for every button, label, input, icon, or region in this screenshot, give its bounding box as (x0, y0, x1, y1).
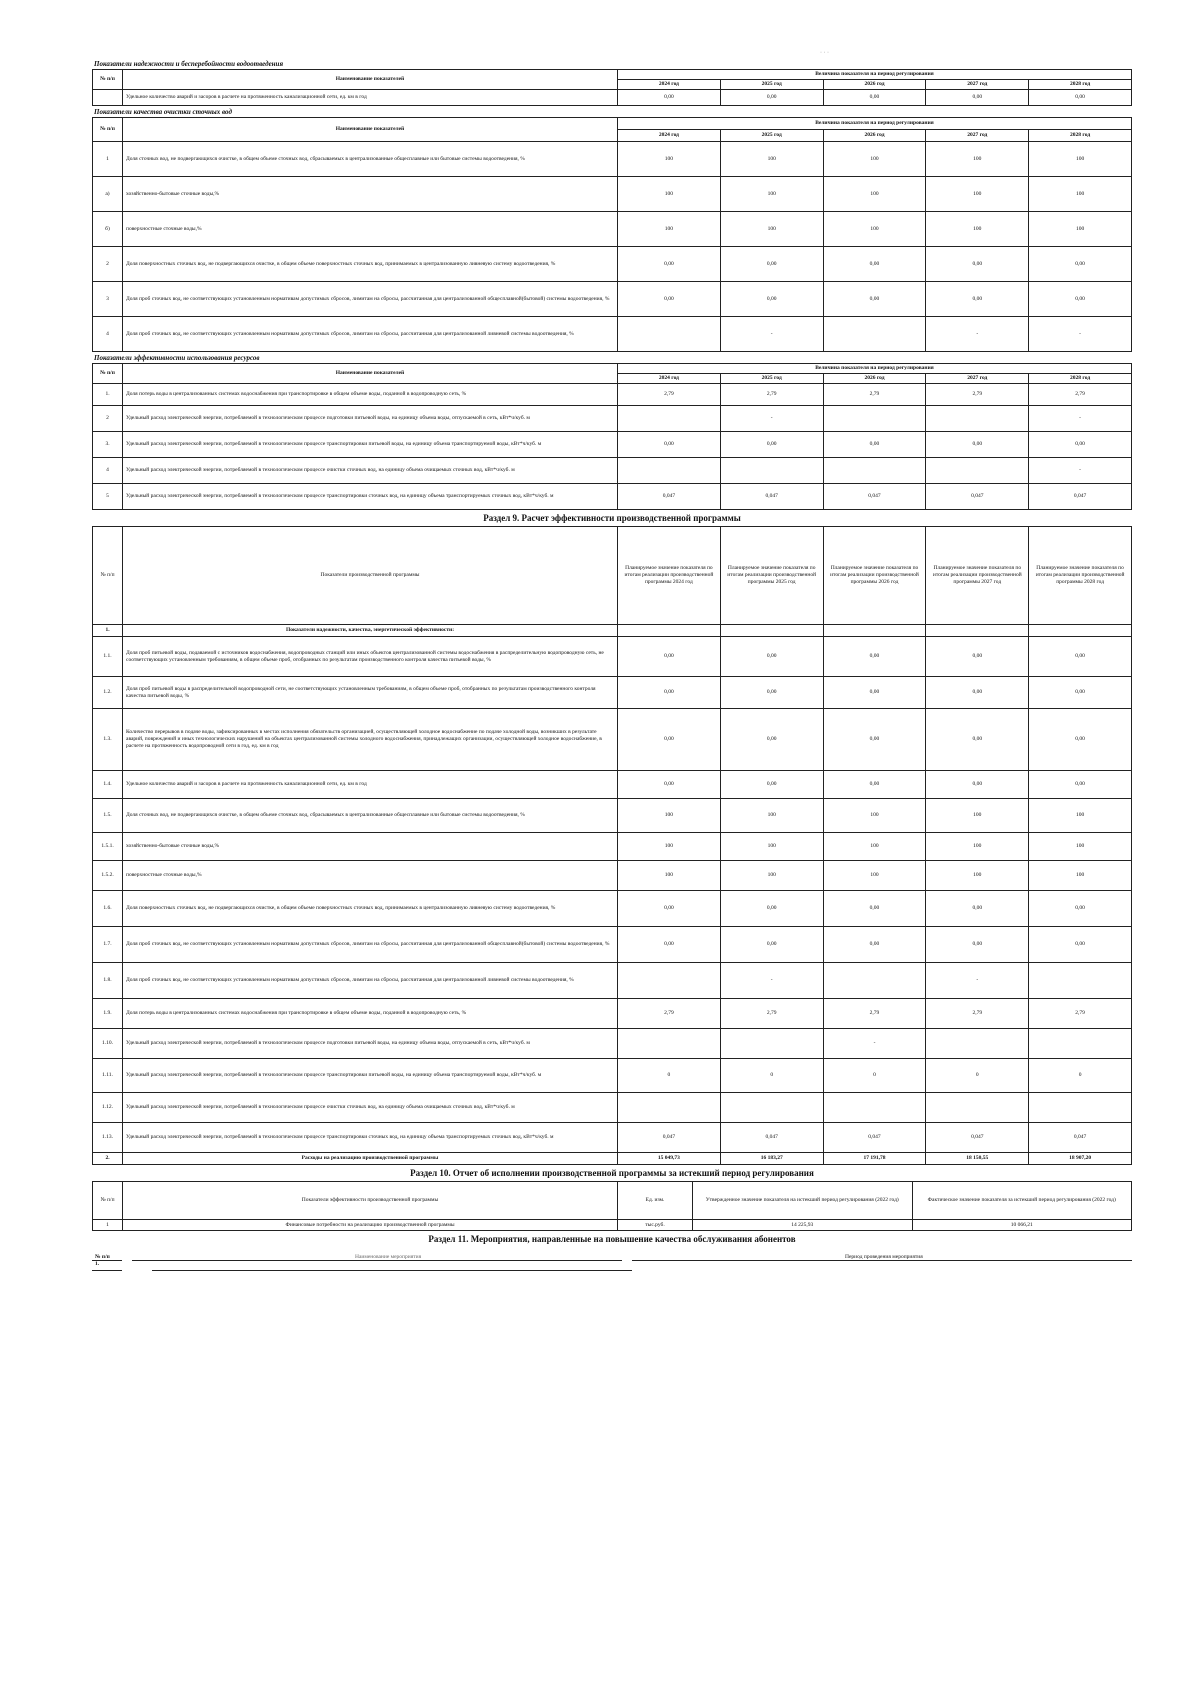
row-value: 0 (1029, 1059, 1132, 1093)
row-name: Удельный расход электрической энергии, потребляемой в технологическом процессе подготовки питьевой воды, на единицу объема воды, отпускаемой в сеть, кВт*ч/куб. м (123, 406, 618, 432)
row-value: 0,00 (618, 432, 721, 458)
row-value: 0 (926, 1059, 1029, 1093)
row-num: 1.12. (93, 1093, 123, 1123)
row-name: Доля сточных вод, не подвергающихся очистке, в общем объеме сточных вод, сбрасываемых в централизованные общесплавные или бытовые системы водоотведения, % (123, 142, 618, 177)
row-value: 0,00 (720, 927, 823, 963)
row-value (1029, 963, 1132, 999)
row-value: - (1029, 317, 1132, 352)
row-num: 4 (93, 317, 123, 352)
document-page (92, 58, 1132, 1271)
row-value: 100 (618, 861, 721, 891)
row-value: 0,00 (926, 709, 1029, 771)
table-quality (92, 117, 1132, 352)
row-value: 0,00 (823, 891, 926, 927)
row-value: 100 (926, 833, 1029, 861)
row-value (1029, 1029, 1132, 1059)
row-value: 0,047 (823, 1123, 926, 1153)
col-year: 2027 год (926, 80, 1029, 90)
row-value: 0,00 (720, 709, 823, 771)
row-value: 0,00 (926, 891, 1029, 927)
row-value: 2,79 (926, 999, 1029, 1029)
col-year: 2025 год (720, 130, 823, 142)
row-value (823, 1093, 926, 1123)
row-value: 0 (618, 1059, 721, 1093)
row-value: 0,00 (1029, 282, 1132, 317)
row-name: Удельный расход электрической энергии, потребляемой в технологическом процессе очистки сточных вод, на единицу объема очищаемых сточных вод, кВт*ч/куб. м (123, 458, 618, 484)
table-row (93, 317, 1132, 352)
row-num: б) (93, 212, 123, 247)
table-row (93, 771, 1132, 799)
row-name: хозяйственно-бытовые сточные воды,% (123, 177, 618, 212)
table-row (93, 677, 1132, 709)
row-value: 100 (618, 799, 721, 833)
row-value: 100 (823, 177, 926, 212)
row-value (926, 1093, 1029, 1123)
row-value: 100 (720, 212, 823, 247)
section-10-heading: Раздел 10. Отчет об исполнении производственной программы за истекший период регулирования (410, 1168, 814, 1178)
row-value: 100 (1029, 799, 1132, 833)
col-num: № п/п (93, 1182, 123, 1220)
row-measure-name (152, 1261, 632, 1271)
row-value: 100 (618, 212, 721, 247)
row-value: 100 (823, 212, 926, 247)
col-group: Величина показателя на период регулирования (618, 364, 1132, 374)
row-value: 0,00 (618, 927, 721, 963)
row-actual: 10 066,21 (912, 1220, 1132, 1231)
row-value: 100 (926, 799, 1029, 833)
row-value: 100 (1029, 177, 1132, 212)
row-value: 0,00 (1029, 677, 1132, 709)
row-num: 2 (93, 247, 123, 282)
row-num: 1. (93, 384, 123, 406)
row-num: 1.7. (93, 927, 123, 963)
col-year: 2025 год (720, 80, 823, 90)
row-value: 0,00 (823, 247, 926, 282)
row-value (1029, 1093, 1132, 1123)
row-name: Доля проб сточных вод, не соответствующих установленным нормативам допустимых сбросов, лимитам на сбросы, рассчитанная для централизованной ливневой системы водоотведения, % (123, 317, 618, 352)
row-name: Удельный расход электрической энергии, потребляемой в технологическом процессе транспортировки питьевой воды, на единицу объема транспортируемой воды, кВт*ч/куб. м (123, 432, 618, 458)
row-name: Доля проб сточных вод, не соответствующих установленным нормативам допустимых сбросов, лимитам на сбросы, рассчитанная для централизованной ливневой системы водоотведения, % (123, 963, 618, 999)
row-value: 0,00 (618, 282, 721, 317)
row-value (823, 406, 926, 432)
row-value: 0,00 (1029, 432, 1132, 458)
row-value: 100 (926, 142, 1029, 177)
row-num: 1.2. (93, 677, 123, 709)
table-row (93, 1029, 1132, 1059)
row-value: - (926, 963, 1029, 999)
row-value: 100 (823, 833, 926, 861)
spacer (632, 1249, 842, 1261)
row-value: 0,047 (720, 1123, 823, 1153)
col-year: 2028 год (1029, 80, 1132, 90)
col-year: 2025 год (720, 374, 823, 384)
table-row (93, 177, 1132, 212)
row-value: 100 (926, 861, 1029, 891)
row-name: Доля поверхностных сточных вод, не подвергающихся очистке, в общем объеме поверхностных сточных вод, принимаемых в централизованную ливневую систему водоотведения, % (123, 247, 618, 282)
row-value: 0,00 (823, 771, 926, 799)
row-value: 2,79 (823, 999, 926, 1029)
row-name: Удельное количество аварий и засоров в расчете на протяженность канализационной сети, ед. км в год (123, 771, 618, 799)
table-row (93, 432, 1132, 458)
scan-artifact: · · · (820, 50, 829, 56)
table-row (93, 799, 1132, 833)
row-value: 0,00 (618, 771, 721, 799)
row-value: 2,79 (720, 384, 823, 406)
row-value: 0,00 (618, 709, 721, 771)
row-name: Удельный расход электрической энергии, потребляемой в технологическом процессе очистки сточных вод, на единицу объема очищаемых сточных вод, кВт*ч/куб. м (123, 1093, 618, 1123)
row-value (720, 1093, 823, 1123)
row-value (618, 406, 721, 432)
row-value: 0,047 (1029, 484, 1132, 510)
row-value: 0,00 (720, 637, 823, 677)
row-value: 0,00 (618, 891, 721, 927)
row-num: а) (93, 177, 123, 212)
row-value: 0,00 (823, 927, 926, 963)
row-value: 0 (823, 1059, 926, 1093)
row-num: 1. (92, 1261, 122, 1271)
row-num: 3. (93, 432, 123, 458)
row-value: 0,00 (1029, 771, 1132, 799)
row-value: 0,00 (720, 282, 823, 317)
row-value: 15 049,73 (618, 1153, 721, 1165)
table-row (93, 637, 1132, 677)
row-name: Показатели надежности, качества, энергетической эффективности: (123, 625, 618, 637)
row-value (926, 406, 1029, 432)
col-unit: Ед. изм. (618, 1182, 693, 1220)
col-plan-2026: Планируемое значение показателя по итогам реализации производственной программы 2026 год (823, 527, 926, 625)
row-value: 0,00 (1029, 891, 1132, 927)
section-11-heading: Раздел 11. Мероприятия, направленные на повышение качества обслуживания абонентов (428, 1234, 796, 1244)
table-group-row (93, 625, 1132, 637)
col-num: № п/п (92, 1249, 122, 1261)
table-row (93, 142, 1132, 177)
row-value: 0,00 (720, 90, 823, 106)
row-value (823, 317, 926, 352)
col-name: Показатели производственной программы (123, 527, 618, 625)
row-name: Доля проб сточных вод, не соответствующих установленным нормативам допустимых сбросов, лимитам на сбросы, рассчитанная для централизованной общесплавной(бытовой) системы водоотведения, % (123, 282, 618, 317)
row-num: 1.5.1. (93, 833, 123, 861)
row-value: 100 (926, 212, 1029, 247)
row-value: 0,00 (1029, 637, 1132, 677)
row-value: 100 (720, 799, 823, 833)
col-year: 2026 год (823, 130, 926, 142)
table-row (93, 458, 1132, 484)
row-value: 0,00 (823, 432, 926, 458)
row-num: 3 (93, 282, 123, 317)
col-year: 2026 год (823, 374, 926, 384)
row-value: 100 (1029, 212, 1132, 247)
table-row (93, 406, 1132, 432)
row-name: Доля проб питьевой воды в распределительной водопроводной сети, не соответствующих установленным требованиям, в общем объеме проб, отобранных по результатам производственного контроля качества питьевой воды, % (123, 677, 618, 709)
row-num: 1.3. (93, 709, 123, 771)
row-value: 2,79 (618, 999, 721, 1029)
row-name: Доля потерь воды в централизованных системах водоснабжения при транспортировке в общем объеме воды, поданной в водопроводную сеть, % (123, 999, 618, 1029)
col-year: 2027 год (926, 374, 1029, 384)
row-value: 0,047 (720, 484, 823, 510)
row-value: 2,79 (1029, 384, 1132, 406)
row-value: 0,00 (926, 677, 1029, 709)
row-value: 100 (926, 177, 1029, 212)
row-value (926, 1029, 1029, 1059)
col-group: Величина показателя на период регулирования (618, 70, 1132, 80)
table-row (93, 247, 1132, 282)
row-value: 0 (720, 1059, 823, 1093)
col-name: Показатели эффективности производственной программы (123, 1182, 618, 1220)
row-value: 0,00 (618, 247, 721, 282)
row-num: 1.6. (93, 891, 123, 927)
row-name: Удельный расход электрической энергии, потребляемой в технологическом процессе транспортировки питьевой воды, на единицу объема транспортируемой воды, кВт*ч/куб. м (123, 1059, 618, 1093)
row-value: 100 (618, 142, 721, 177)
row-num: 1.9. (93, 999, 123, 1029)
row-value: 0,00 (926, 247, 1029, 282)
table-reliability (92, 69, 1132, 106)
col-plan-2028: Планируемое значение показателя по итогам реализации производственной программы 2028 год (1029, 527, 1132, 625)
col-year: 2027 год (926, 130, 1029, 142)
col-name: Наименование показателей (123, 118, 618, 142)
row-value (618, 317, 721, 352)
row-value: 100 (1029, 142, 1132, 177)
table-row (93, 927, 1132, 963)
row-value: 0,00 (926, 927, 1029, 963)
row-value: 2,79 (926, 384, 1029, 406)
table-measures-row (92, 1261, 1132, 1271)
row-value (823, 963, 926, 999)
col-measure-name: Наименование мероприятия (352, 1249, 622, 1261)
row-name: Доля поверхностных сточных вод, не подвергающихся очистке, в общем объеме поверхностных сточных вод, принимаемых в централизованную ливневую систему водоотведения, % (123, 891, 618, 927)
row-value: 100 (618, 833, 721, 861)
table-row (93, 1123, 1132, 1153)
row-value: 0,00 (720, 891, 823, 927)
row-name: Удельный расход электрической энергии, потребляемой в технологическом процессе подготовки питьевой воды, на единицу объема воды, отпускаемой в сеть, кВт*ч/куб. м (123, 1029, 618, 1059)
row-value: 17 191,78 (823, 1153, 926, 1165)
table-efficiency (92, 526, 1132, 1165)
table-row (93, 833, 1132, 861)
section-title-resources: Показатели эффективности использования ресурсов (94, 354, 260, 362)
table-row (93, 384, 1132, 406)
section-title-reliability: Показатели надежности и бесперебойности водоотведения (94, 60, 284, 68)
row-name: Доля сточных вод, не подвергающихся очистке, в общем объеме сточных вод, сбрасываемых в централизованные общесплавные или бытовые системы водоотведения, % (123, 799, 618, 833)
row-unit: тыс.руб. (618, 1220, 693, 1231)
row-value: - (720, 406, 823, 432)
col-year: 2028 год (1029, 374, 1132, 384)
col-plan-2027: Планируемое значение показателя по итогам реализации производственной программы 2027 год (926, 527, 1029, 625)
row-value: 0,00 (1029, 927, 1132, 963)
row-value (618, 458, 721, 484)
table-row (93, 891, 1132, 927)
row-value: 0,00 (1029, 709, 1132, 771)
row-value: 0,047 (618, 1123, 721, 1153)
table-row (93, 484, 1132, 510)
col-plan-2025: Планируемое значение показателя по итогам реализации производственной программы 2025 год (720, 527, 823, 625)
col-num: № п/п (93, 364, 123, 384)
row-value: 18 907,20 (1029, 1153, 1132, 1165)
row-value (618, 1029, 721, 1059)
row-num: 1.11. (93, 1059, 123, 1093)
row-value: 0,00 (720, 247, 823, 282)
table-resources (92, 363, 1132, 510)
row-name: Удельное количество аварий и засоров в расчете на протяженность канализационной сети, ед. км в год (123, 90, 618, 106)
section-title-quality: Показатели качества очистки сточных вод (94, 108, 232, 116)
row-value: 0,00 (618, 637, 721, 677)
row-value: 0,047 (823, 484, 926, 510)
row-value: - (1029, 458, 1132, 484)
row-num: 1. (93, 625, 123, 637)
col-year: 2024 год (618, 80, 721, 90)
table-row (93, 963, 1132, 999)
row-value (926, 458, 1029, 484)
row-value (720, 1029, 823, 1059)
row-value: 100 (720, 142, 823, 177)
row-value: 0,00 (720, 771, 823, 799)
row-value: 0,00 (926, 771, 1029, 799)
row-value: 0,00 (926, 90, 1029, 106)
row-value (618, 963, 721, 999)
row-value: 0,00 (720, 677, 823, 709)
section-9-heading: Раздел 9. Расчет эффективности производственной программы (483, 513, 741, 523)
row-value: 0,00 (926, 432, 1029, 458)
row-num: 1 (93, 1220, 123, 1231)
row-num: 2 (93, 406, 123, 432)
row-value: 100 (720, 833, 823, 861)
row-num: 1.13. (93, 1123, 123, 1153)
row-num: 1.8. (93, 963, 123, 999)
row-value: 0,00 (823, 637, 926, 677)
row-num: 1.10. (93, 1029, 123, 1059)
row-value (720, 458, 823, 484)
row-value: 0,00 (823, 282, 926, 317)
row-value: 0,00 (823, 90, 926, 106)
row-value: 0,00 (720, 432, 823, 458)
row-value: 2,79 (823, 384, 926, 406)
col-num: № п/п (93, 527, 123, 625)
table-row (93, 212, 1132, 247)
row-num: 1.4. (93, 771, 123, 799)
table-measures-header (92, 1247, 1132, 1261)
spacer (132, 1249, 352, 1261)
row-value: 100 (618, 177, 721, 212)
row-name: Удельный расход электрической энергии, потребляемой в технологическом процессе транспортировки сточных вод, на единицу объема транспортируемых сточных вод, кВт*ч/куб. м (123, 1123, 618, 1153)
row-value: - (926, 317, 1029, 352)
row-value: 0,00 (823, 709, 926, 771)
row-num: 1 (93, 142, 123, 177)
row-value: 100 (823, 142, 926, 177)
row-num: 1.5. (93, 799, 123, 833)
row-value: 0,00 (926, 282, 1029, 317)
row-value: 0,00 (926, 637, 1029, 677)
col-year: 2024 год (618, 374, 721, 384)
row-value: 0,00 (618, 90, 721, 106)
table-row (93, 1220, 1132, 1231)
col-num: № п/п (93, 118, 123, 142)
row-value: 100 (823, 799, 926, 833)
row-name: Доля проб сточных вод, не соответствующих установленным нормативам допустимых сбросов, лимитам на сбросы, рассчитанная для централизованной общесплавной(бытовой) системы водоотведения, % (123, 927, 618, 963)
table-row (93, 282, 1132, 317)
col-year: 2028 год (1029, 130, 1132, 142)
row-value: - (1029, 406, 1132, 432)
row-value: 0,047 (1029, 1123, 1132, 1153)
row-num: 1.1. (93, 637, 123, 677)
row-value: 2,79 (1029, 999, 1132, 1029)
row-value: 18 150,55 (926, 1153, 1029, 1165)
table-report (92, 1181, 1132, 1231)
table-row (93, 709, 1132, 771)
row-num: 4 (93, 458, 123, 484)
row-value: 100 (720, 861, 823, 891)
table-total-row (93, 1153, 1132, 1165)
row-approved: 14 225,93 (693, 1220, 913, 1231)
row-num: 2. (93, 1153, 123, 1165)
table-row (93, 999, 1132, 1029)
col-name: Наименование показателей (123, 364, 618, 384)
row-value: - (720, 317, 823, 352)
row-value: 100 (1029, 833, 1132, 861)
row-value (618, 1093, 721, 1123)
row-name: Количество перерывов в подаче воды, зафиксированных в местах исполнения обязательств организацией, осуществляющей холодное водоснабжение по подаче холодной воды, возникших в результате аварий, повреждений и иных технологических нарушений на объектах централизованной системы холодного водоснабжения, принадлежащих организации, осуществляющей холодное водоснабжение, в расчете на протяженность водопроводной сети в год, ед. км в год (123, 709, 618, 771)
table-row (93, 1093, 1132, 1123)
row-name: Финансовые потребности на реализацию производственной программы (123, 1220, 618, 1231)
row-value: 2,79 (618, 384, 721, 406)
row-value: 16 183,27 (720, 1153, 823, 1165)
row-value: 0,047 (618, 484, 721, 510)
col-approved: Утвержденное значение показателя на истекший период регулирования (2022 год) (693, 1182, 913, 1220)
col-year: 2026 год (823, 80, 926, 90)
col-year: 2024 год (618, 130, 721, 142)
row-value: 100 (720, 177, 823, 212)
col-actual: Фактическое значение показателя за истекший период регулирования (2022 год) (912, 1182, 1132, 1220)
row-name: хозяйственно-бытовые сточные воды,% (123, 833, 618, 861)
row-name: Удельный расход электрической энергии, потребляемой в технологическом процессе транспортировки сточных вод, на единицу объема транспортируемых сточных вод, кВт*ч/куб. м (123, 484, 618, 510)
table-row (93, 90, 1132, 106)
row-name: Доля потерь воды в централизованных системах водоснабжения при транспортировке в общем объеме воды, поданной в водопроводную сеть, % (123, 384, 618, 406)
row-value: 0,00 (823, 677, 926, 709)
row-name: Расходы на реализацию производственной программы (123, 1153, 618, 1165)
table-row (93, 1059, 1132, 1093)
row-name: Доля проб питьевой воды, подаваемой с источников водоснабжения, водопроводных станций или иных объектов централизованной системы водоснабжения в распределительную водопроводную сеть, не соответствующих установленным требованиям, в общем объеме проб, отобранных по результатам производственного контроля качества питьевой воды, % (123, 637, 618, 677)
row-name: поверхностные сточные воды,% (123, 861, 618, 891)
row-num: 5 (93, 484, 123, 510)
row-value (823, 458, 926, 484)
col-period: Период проведения мероприятия (842, 1249, 1132, 1261)
col-name: Наименование показателей (123, 70, 618, 90)
row-num: 1.5.2. (93, 861, 123, 891)
row-value: 2,79 (720, 999, 823, 1029)
col-plan-2024: Планируемое значение показателя по итогам реализации производственной программы 2024 год (618, 527, 721, 625)
row-value: 0,047 (926, 1123, 1029, 1153)
row-value: 0,047 (926, 484, 1029, 510)
col-num: № п/п (93, 70, 123, 90)
row-value: 100 (1029, 861, 1132, 891)
col-group: Величина показателя на период регулирования (618, 118, 1132, 130)
row-value: - (823, 1029, 926, 1059)
row-value: 0,00 (618, 677, 721, 709)
table-row (93, 861, 1132, 891)
row-value: - (720, 963, 823, 999)
row-value: 0,00 (1029, 247, 1132, 282)
row-name: поверхностные сточные воды,% (123, 212, 618, 247)
row-value: 100 (823, 861, 926, 891)
row-value: 0,00 (1029, 90, 1132, 106)
